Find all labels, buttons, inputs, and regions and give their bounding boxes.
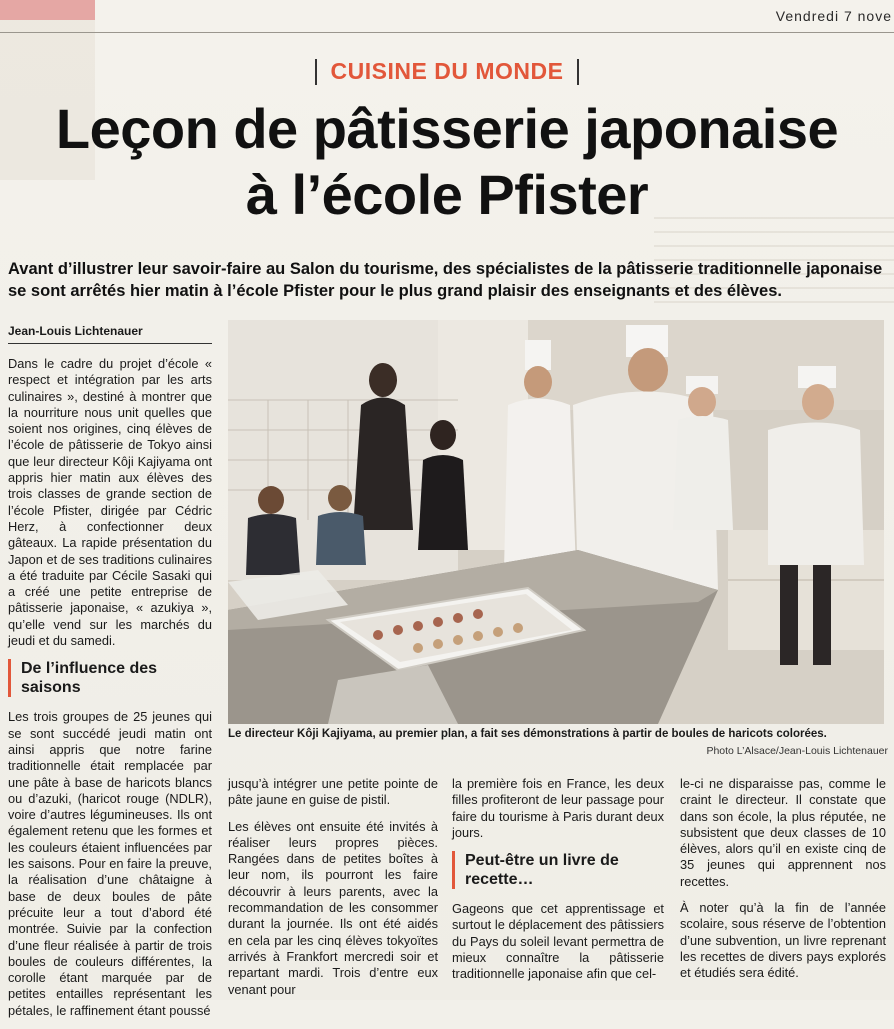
byline-rule <box>8 343 212 344</box>
kicker-bar-left <box>315 59 317 85</box>
article-lede: Avant d’illustrer leur savoir-faire au Salon du tourisme, des spécialistes de la pâtisserie traditionnelle japonaise se sont arrêtés hier matin à l’école Pfister pour le plus grand plaisir des enseignants et des élèves. <box>8 260 883 300</box>
paragraph: Les trois groupes de 25 jeunes qui se sont succédé jeudi matin ont ainsi appris que notre farine traditionnelle était remplacée par une pâte à base de haricots blancs ou d’azuki, (haricot rouge (NDLR), voire d’autres légumineuses. Ils ont également retenu que les formes et les couleurs étaient influencées par les saisons. Pour en faire la preuve, la réalisation d’une châtaigne à base de deux boules de pâte précuite leur a tout d’abord été montrée. Suivie par la confection d’une fleur réalisée à partir de trois boules de couleurs différentes, la corolle étant marquée par de petites entailles représentant les pétales, le raffinement étant poussé <box>8 709 212 1018</box>
kicker-label: CUISINE DU MONDE <box>330 58 564 84</box>
paragraph: Dans le cadre du projet d’école « respect et intégration par les arts culinaires », destiné à montrer que la nourriture nous unit quelles que soient nos origines, cinq élèves de l’école de pâtisserie de Tokyo ainsi que leur directeur Kôji Kajiyama ont appris hier matin aux élèves des trois classes de grande section de l’école Pfister, dirigée par Cédric Herz, à confectionner deux gâteaux. La rapide présentation du Japon et de ses traditions culinaires a été traduite par Cécile Sasaki qui a créé une petite entreprise de pâtisserie japonaise, « azukiya », qu’elle vend sur les marchés du jeudi et du samedi. <box>8 356 212 649</box>
paragraph: Gageons que cet apprentissage et surtout le déplacement des pâtissiers du Pays du soleil levant permettra de mieux connaître la pâtisserie traditionnelle japonaise afin que cel- <box>452 901 664 982</box>
paragraph: la première fois en France, les deux filles profiteront de leur passage pour faire du tourisme à Paris durant deux jours. <box>452 776 664 840</box>
photo-credit: Photo L’Alsace/Jean-Louis Lichtenauer <box>706 745 888 757</box>
photo-caption: Le directeur Kôji Kajiyama, au premier plan, a fait ses démonstrations à partir de boules de haricots colorées. <box>228 728 827 740</box>
column-3 <box>452 776 664 993</box>
column-4 <box>680 776 886 992</box>
paragraph: jusqu’à intégrer une petite pointe de pâte jaune en guise de pistil. <box>228 776 438 808</box>
paragraph: le-ci ne disparaisse pas, comme le craint le directeur. Il constate que dans son école, la plus réputée, ne subsistent que deux classes de 10 élèves, alors qu’il en existe cinq de 35 jeunes qui apprennent nos recettes. <box>680 776 886 889</box>
subhead-saisons: De l’influence des saisons <box>8 659 212 697</box>
article-photo <box>228 320 884 724</box>
kicker-bar-right <box>577 59 579 85</box>
section-kicker <box>0 58 894 85</box>
headline-line-1: Leçon de pâtisserie japonaise <box>55 97 839 160</box>
subhead-livre: Peut-être un livre de recette… <box>452 851 664 889</box>
header-rule <box>0 32 894 33</box>
column-1 <box>8 356 212 1029</box>
column-2 <box>228 776 438 1008</box>
headline <box>0 96 894 228</box>
paragraph: À noter qu’à la fin de l’année scolaire, sous réserve de l’obtention d’une subvention, un livre reprenant les recettes de divers pays explorés et étudiés sera édité. <box>680 900 886 981</box>
byline: Jean-Louis Lichtenauer <box>8 324 143 338</box>
page-date: Vendredi 7 nove <box>775 8 892 24</box>
headline-line-2: à l’école Pfister <box>245 163 649 226</box>
paragraph: Les élèves ont ensuite été invités à réaliser leurs propres pièces. Rangées dans de petites boîtes à leur nom, ils pourront les faire découvrir à leurs parents, avec la recommandation de les consommer durant la journée. Ils ont été aidés en cela par les cinq élèves tokyoïtes arrivés à Frankfort mercredi soir et repartant mardi. Trois d’entre eux venant pour <box>228 818 438 997</box>
